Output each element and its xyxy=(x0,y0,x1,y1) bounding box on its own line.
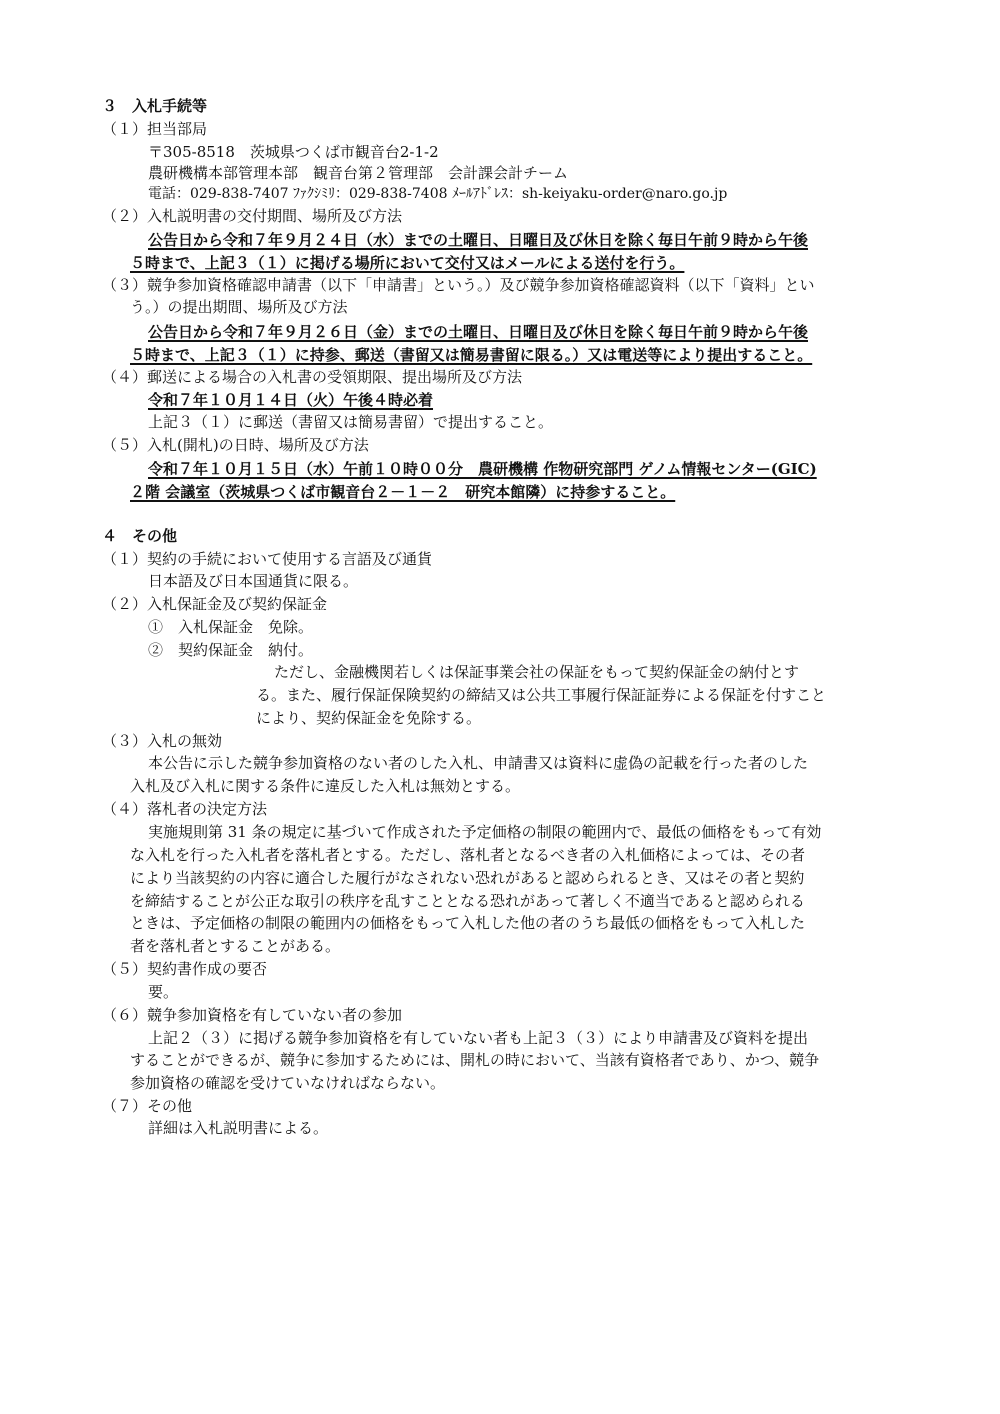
s3-1-address: 〒305-8518 茨城県つくば市観音台2-1-2 xyxy=(148,143,439,161)
s3-1-heading: （１）担当部局 xyxy=(102,120,208,138)
s3-4-heading: （４）郵送による場合の入札書の受領期限、提出場所及び方法 xyxy=(102,368,523,386)
s3-5-line2: ２階 会議室（茨城県つくば市観音台２－１－２ 研究本館隣）に持参すること。 xyxy=(130,483,676,501)
s4-2-note3: により、契約保証金を免除する。 xyxy=(256,709,482,727)
s4-3-line2: 入札及び入札に関する条件に違反した入札は無効とする。 xyxy=(130,777,521,795)
s4-6-heading: （６）競争参加資格を有していない者の参加 xyxy=(102,1006,403,1024)
s4-4-heading: （４）落札者の決定方法 xyxy=(102,800,268,818)
s4-1-line1: 日本語及び日本国通貨に限る。 xyxy=(148,572,359,590)
s3-2-heading: （２）入札説明書の交付期間、場所及び方法 xyxy=(102,207,403,225)
section-4-title: ４ その他 xyxy=(102,527,178,545)
s3-4-deadline: 令和７年１０月１４日（火）午後４時必着 xyxy=(148,391,434,409)
s3-3-line1: 公告日から令和７年９月２６日（金）までの土曜日、日曜日及び休日を除く毎日午前９時から午後 xyxy=(148,323,809,341)
s3-3-line2: ５時まで、上記３（１）に持参、郵送（書留又は簡易書留に限る。）又は電送等により提出すること。 xyxy=(130,346,813,364)
s3-2-line1: 公告日から令和７年９月２４日（水）までの土曜日、日曜日及び休日を除く毎日午前９時から午後 xyxy=(148,231,809,249)
s4-4-line6: 者を落札者とすることがある。 xyxy=(130,937,341,955)
s4-7-line1: 詳細は入札説明書による。 xyxy=(148,1119,329,1137)
s4-6-line2: することができるが、競争に参加するためには、開札の時において、当該有資格者であり、かつ、競争 xyxy=(130,1051,820,1069)
s4-2-note1: ただし、金融機関若しくは保証事業会社の保証をもって契約保証金の納付とす xyxy=(274,663,800,681)
s4-4-line1: 実施規則第 31 条の規定に基づいて作成された予定価格の制限の範囲内で、最低の価格をもって有効 xyxy=(148,823,822,841)
s4-4-line5: ときは、予定価格の制限の範囲内の価格をもって入札した他の者のうち最低の価格をもって入札した xyxy=(130,914,806,932)
s4-1-heading: （１）契約の手続において使用する言語及び通貨 xyxy=(102,550,433,568)
s4-6-line1: 上記２（３）に掲げる競争参加資格を有していない者も上記３（３）により申請書及び資料を提出 xyxy=(148,1029,809,1047)
s3-5-heading: （５）入札(開札)の日時、場所及び方法 xyxy=(102,436,369,454)
s4-4-line4: を締結することが公正な取引の秩序を乱すこととなる恐れがあって著しく不適当であると認められる xyxy=(130,892,805,910)
s4-4-line3: により当該契約の内容に適合した履行がなされない恐れがあると認められるとき、又はその者と契約 xyxy=(130,869,805,887)
s4-2-note2: る。また、履行保証保険契約の締結又は公共工事履行保証証券による保証を付すこと xyxy=(256,686,827,704)
s3-5-line1: 令和７年１０月１５日（水）午前１０時００分 農研機構 作物研究部門 ゲノム情報センター(GIC) xyxy=(148,460,817,478)
s4-5-line1: 要。 xyxy=(148,983,179,1001)
section-3-title: ３ 入札手続等 xyxy=(102,97,208,115)
s4-3-line1: 本公告に示した競争参加資格のない者のした入札、申請書又は資料に虚偽の記載を行った者のした xyxy=(148,754,809,772)
s4-2-heading: （２）入札保証金及び契約保証金 xyxy=(102,595,328,613)
s4-6-line3: 参加資格の確認を受けていなければならない。 xyxy=(130,1074,446,1092)
s4-7-heading: （７）その他 xyxy=(102,1097,193,1115)
s3-2-line2: ５時まで、上記３（１）に掲げる場所において交付又はメールによる送付を行う。 xyxy=(130,254,685,272)
s4-3-heading: （３）入札の無効 xyxy=(102,732,223,750)
s3-3-heading-1: （３）競争参加資格確認申請書（以下「申請書」という。）及び競争参加資格確認資料（以下「資料」とい xyxy=(102,276,815,294)
s3-1-department: 農研機構本部管理本部 観音台第２管理部 会計課会計チーム xyxy=(148,164,569,182)
s4-2-item2: ② 契約保証金 納付。 xyxy=(148,641,314,659)
s3-1-contact: 電話：029-838-7407 ﾌｧｸｼﾐﾘ：029-838-7408 ﾒｰﾙｱﾄﾞﾚｽ：sh-keiyaku-order@naro.go.jp xyxy=(148,186,728,202)
s3-3-heading-2: う。）の提出期間、場所及び方法 xyxy=(130,298,348,316)
s4-4-line2: な入札を行った入札者を落札者とする。ただし、落札者となるべき者の入札価格によっては、その者 xyxy=(130,846,806,864)
s4-2-item1: ① 入札保証金 免除。 xyxy=(148,618,314,636)
s4-5-heading: （５）契約書作成の要否 xyxy=(102,960,268,978)
s3-4-line2: 上記３（１）に郵送（書留又は簡易書留）で提出すること。 xyxy=(148,413,554,431)
